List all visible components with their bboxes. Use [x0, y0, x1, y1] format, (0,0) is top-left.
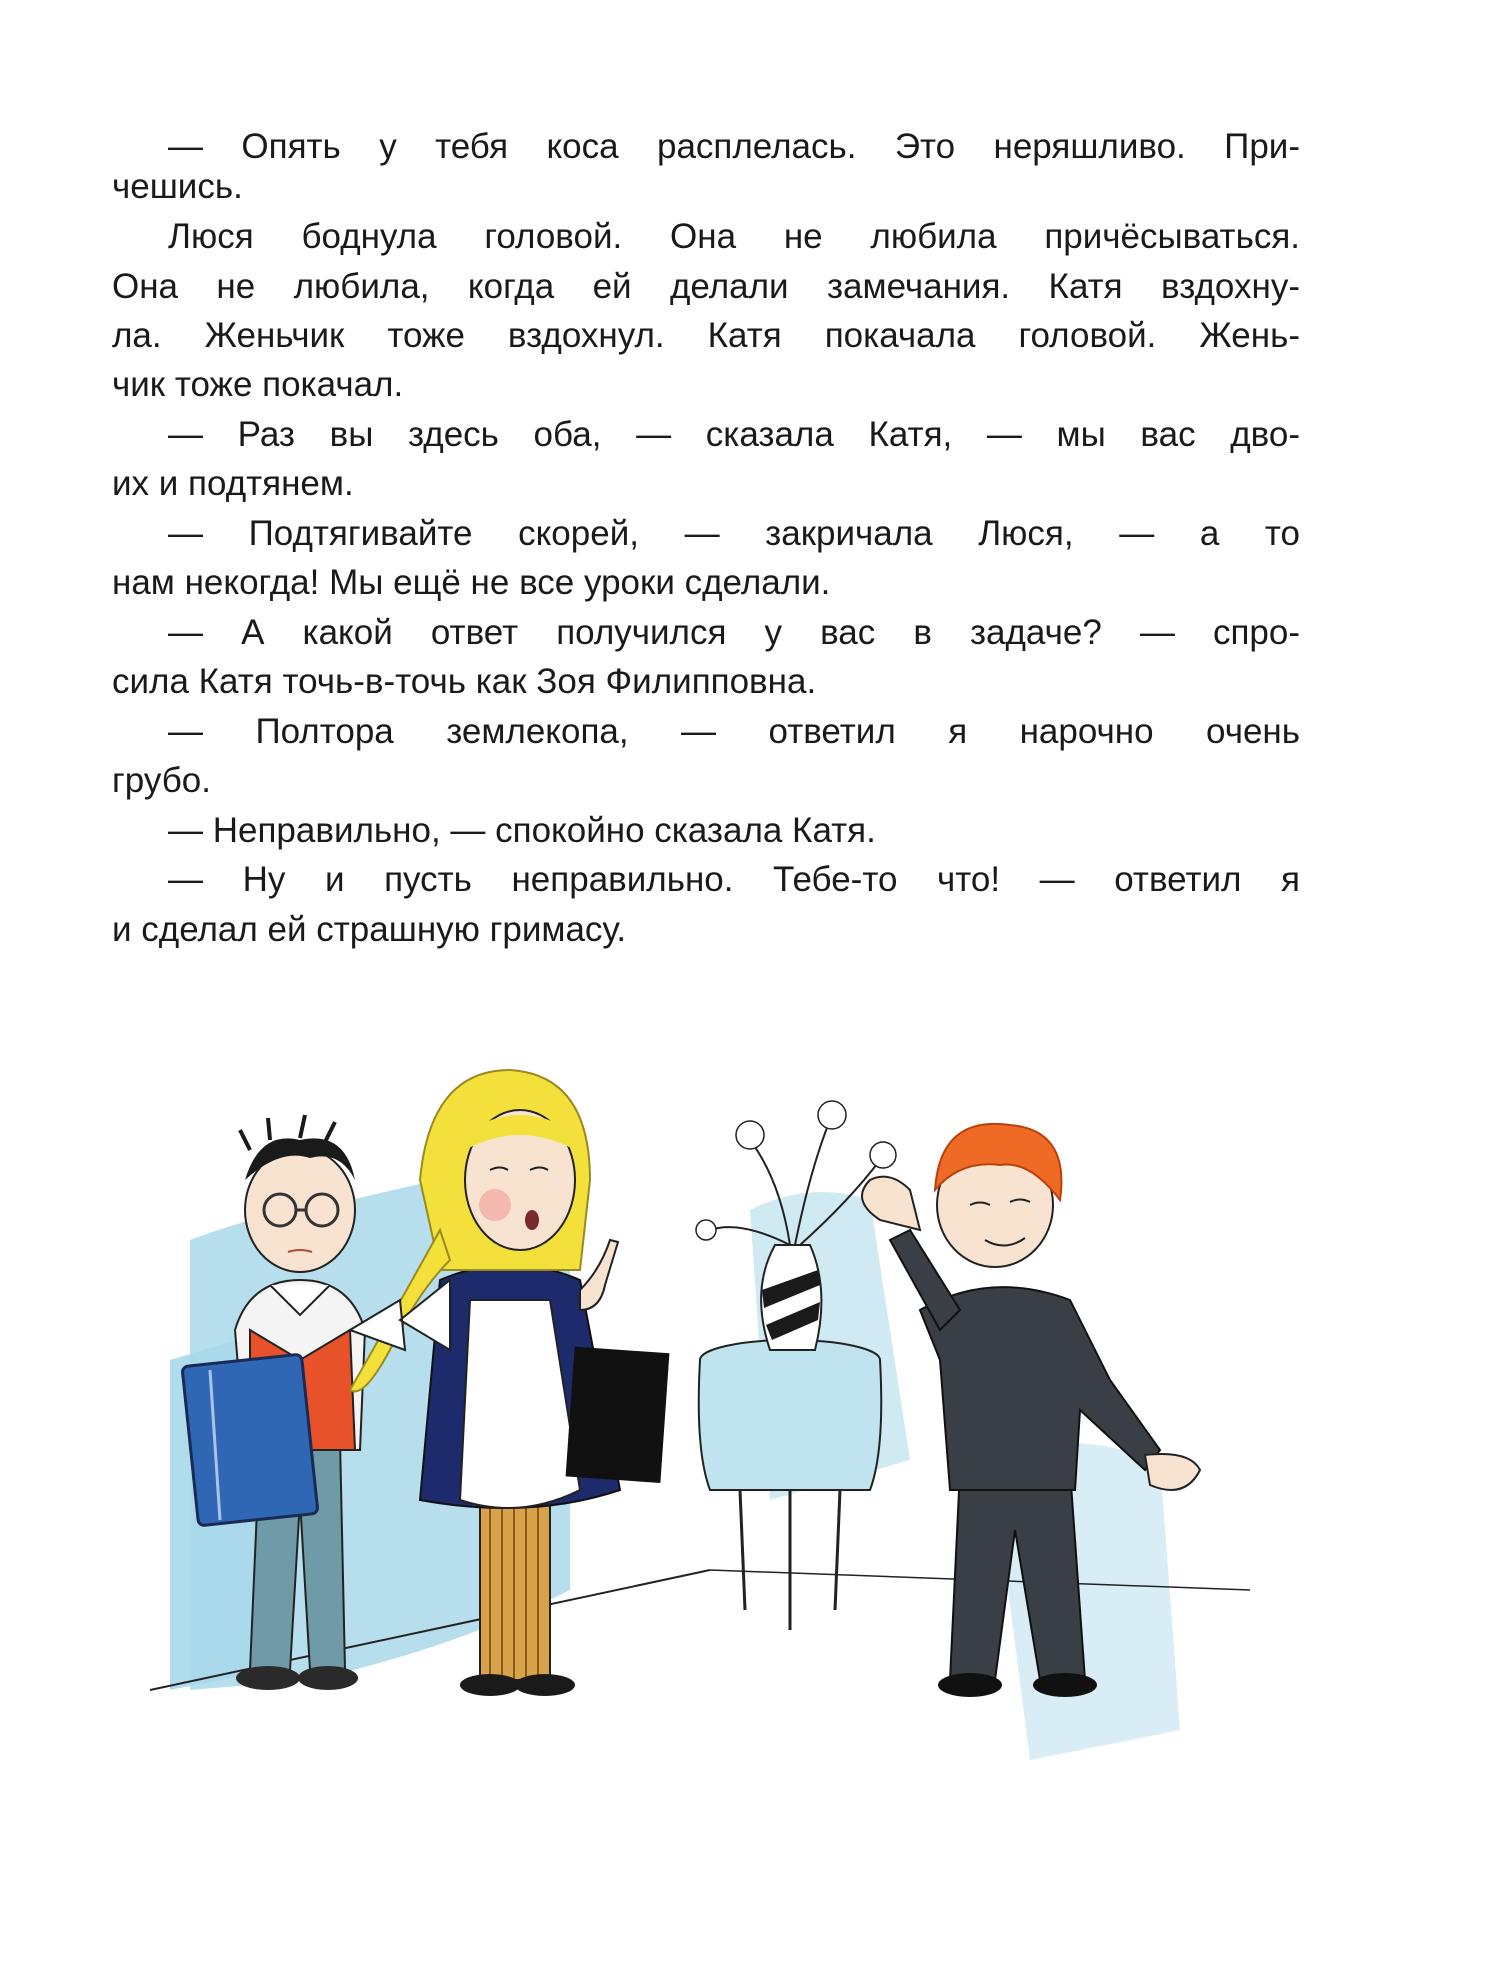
text-line-11: — А какой ответ получился у вас в задаче? — спро- — [168, 613, 1300, 652]
text-line-17: и сделал ей страшную гримасу. — [112, 910, 627, 949]
text-line-1: — Опять у тебя коса расплелась. Это неряшливо. При- — [168, 127, 1300, 166]
text-line-12: сила Катя точь-в-точь как Зоя Филипповна. — [112, 662, 817, 701]
text-line-4: Она не любила, когда ей делали замечания. Катя вздохну- — [112, 267, 1300, 306]
text-line-3: Люся боднула головой. Она не любила причёсываться. — [168, 217, 1300, 256]
text-line-7: — Раз вы здесь оба, — сказала Катя, — мы вас дво- — [168, 415, 1300, 454]
text-line-2: чешись. — [112, 167, 243, 206]
text-line-6: чик тоже покачал. — [112, 365, 404, 404]
text-line-5: ла. Женьчик тоже вздохнул. Катя покачала головой. Жень- — [112, 316, 1300, 355]
text-line-13: — Полтора землекопа, — ответил я нарочно очень — [168, 712, 1300, 751]
text-line-9: — Подтягивайте скорей, — закричала Люся, — а то — [168, 514, 1300, 553]
table-with-vase — [696, 1101, 896, 1630]
text-line-10: нам некогда! Мы ещё не все уроки сделали. — [112, 563, 831, 602]
text-line-14: грубо. — [112, 761, 211, 800]
text-line-15: — Неправильно, — спокойно сказала Катя. — [168, 811, 876, 850]
illustration — [150, 1030, 1280, 1790]
text-line-8: их и подтянем. — [112, 464, 354, 503]
text-line-16: — Ну и пусть неправильно. Тебе-то что! — ответил я — [168, 860, 1300, 899]
